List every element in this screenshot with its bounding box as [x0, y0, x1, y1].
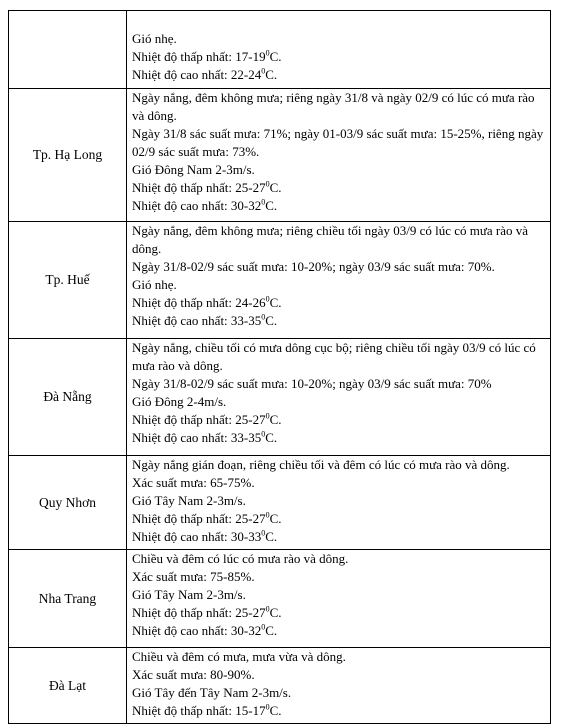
table-row — [9, 11, 551, 89]
forecast-cell — [127, 11, 551, 89]
table-row — [9, 89, 551, 222]
table-row — [9, 550, 551, 648]
weather-text: Ngày nắng, đêm không mưa; riêng chiều tối ngày 03/9 có lúc có mưa rào và dông. — [132, 223, 529, 256]
min-temp-text: Nhiệt độ thấp nhất: $17-19^0C$. — [132, 48, 282, 64]
city-cell: Tp. Hạ Long — [9, 89, 127, 222]
min-temp-text: Nhiệt độ thấp nhất: $25-27^0C$. — [132, 179, 282, 195]
max-temp-text: Nhiệt độ cao nhất: $33-35^0C$. — [132, 429, 278, 445]
city-cell: Đà Lạt — [9, 648, 127, 724]
weather-text: Chiều và đêm có lúc có mưa rào và dông. — [132, 551, 349, 566]
table-row — [9, 222, 551, 339]
table-row — [9, 456, 551, 550]
rain-probability-text: Ngày 31/8 sác suất mưa: 71%; ngày 01-03/9 sác suất mưa: 15-25%, riêng ngày 02/9 sác suất mưa: 73%. — [132, 126, 544, 159]
max-temp-text: Nhiệt độ cao nhất: $30-32^0C$. — [132, 622, 278, 638]
city-cell: Đà Nẵng — [9, 339, 127, 456]
wind-text: Gió Tây Nam 2-3m/s. — [132, 493, 246, 508]
city-cell: Tp. Huế — [9, 222, 127, 339]
wind-text: Gió nhẹ. — [132, 277, 177, 292]
min-temp-text: Nhiệt độ thấp nhất: $25-27^0C$. — [132, 411, 282, 427]
max-temp-text: Nhiệt độ cao nhất: $30-33^0C$. — [132, 528, 278, 544]
forecast-cell — [127, 648, 551, 724]
min-temp-text: Nhiệt độ thấp nhất: $15-17^0C$. — [132, 702, 282, 718]
rain-probability-text: Ngày 31/8-02/9 sác suất mưa: 10-20%; ngày 03/9 sác suất mưa: 70% — [132, 376, 492, 391]
city-cell: Quy Nhơn — [9, 456, 127, 550]
wind-text: Gió Tây đến Tây Nam 2-3m/s. — [132, 685, 292, 700]
forecast-cell — [127, 550, 551, 648]
rain-probability-text: Xác suất mưa: 80-90%. — [132, 667, 255, 682]
wind-text: Gió nhẹ. — [132, 31, 177, 46]
forecast-cell — [127, 456, 551, 550]
forecast-cell — [127, 89, 551, 222]
forecast-cell — [127, 222, 551, 339]
table-row — [9, 648, 551, 724]
weather-text: Ngày nắng, đêm không mưa; riêng ngày 31/8 và ngày 02/9 có lúc có mưa rào và dông. — [132, 90, 535, 123]
weather-text: Ngày nắng gián đoạn, riêng chiều tối và đêm có lúc có mưa rào và dông. — [132, 457, 510, 472]
min-temp-text: Nhiệt độ thấp nhất: $25-27^0C$. — [132, 604, 282, 620]
forecast-cell — [127, 339, 551, 456]
wind-text: Gió Đông Nam 2-3m/s. — [132, 162, 255, 177]
max-temp-text: Nhiệt độ cao nhất: $33-35^0C$. — [132, 312, 278, 328]
table-row — [9, 339, 551, 456]
weather-text: Chiều và đêm có mưa, mưa vừa và dông. — [132, 649, 346, 664]
weather-text: Ngày nắng, chiều tối có mưa dông cục bộ; riêng chiều tối ngày 03/9 có lúc có mưa rào và dông. — [132, 340, 536, 373]
wind-text: Gió Đông 2-4m/s. — [132, 394, 227, 409]
max-temp-text: Nhiệt độ cao nhất: $22-24^0C$. — [132, 66, 278, 82]
wind-text: Gió Tây Nam 2-3m/s. — [132, 587, 246, 602]
rain-probability-text: Ngày 31/8-02/9 sác suất mưa: 10-20%; ngày 03/9 sác suất mưa: 70%. — [132, 259, 495, 274]
rain-probability-text: Xác suất mưa: 75-85%. — [132, 569, 255, 584]
max-temp-text: Nhiệt độ cao nhất: $30-32^0C$. — [132, 197, 278, 213]
min-temp-text: Nhiệt độ thấp nhất: $24-26^0C$. — [132, 294, 282, 310]
city-cell: Nha Trang — [9, 550, 127, 648]
weather-forecast-table — [8, 10, 551, 724]
min-temp-text: Nhiệt độ thấp nhất: $25-27^0C$. — [132, 510, 282, 526]
rain-probability-text: Xác suất mưa: 65-75%. — [132, 475, 255, 490]
city-cell — [9, 11, 127, 89]
